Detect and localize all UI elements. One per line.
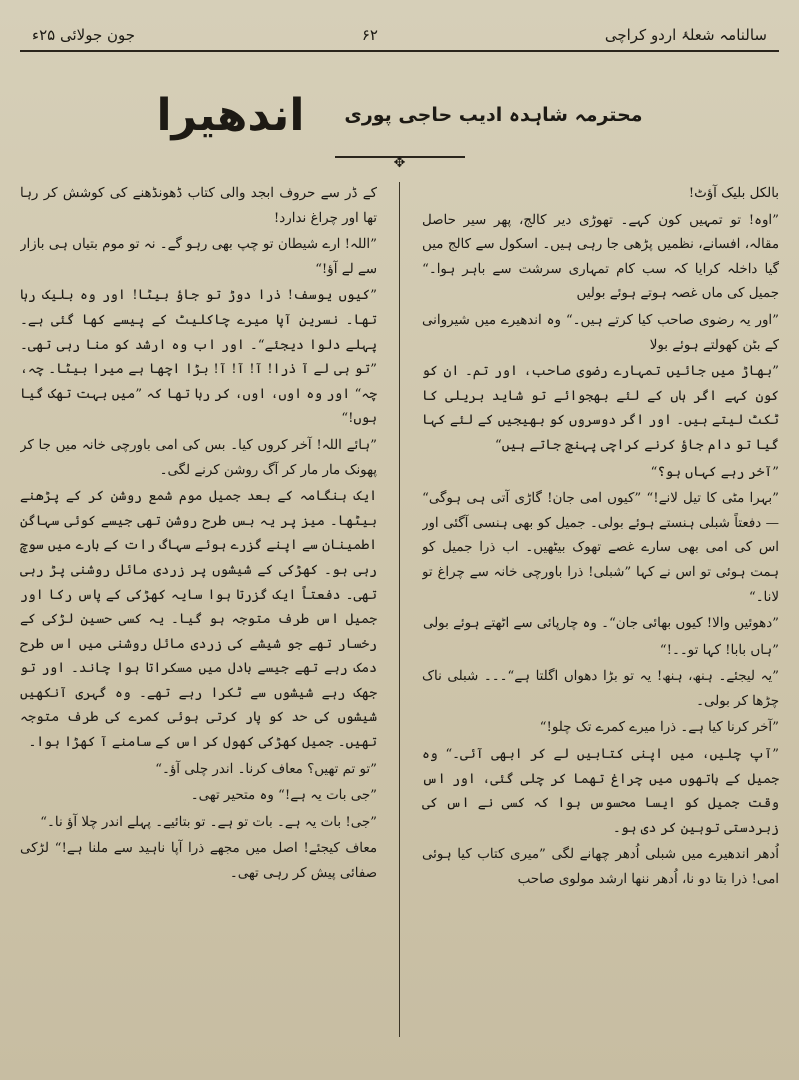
paragraph: ”آخر کرنا کیا ہے۔ ذرا میرے کمرے تک چلو!“	[539, 720, 779, 736]
paragraph: ”اوہ! تو تمہیں کون کہے۔ تھوڑی دیر کالج، پھر سیر حاصل مقالہ، افسانے، نظمیں پڑھی جا رہی ہیں۔ اسکول سے کالج میں گیا داخلہ کرایا کہ سب کام تمہاری سرشت سے باہر ہوا۔“ جمیل کی ماں غصہ ہوتے ہوئے بولیں	[422, 212, 779, 302]
story-title: اندھیرا	[156, 89, 305, 141]
paragraph: معاف کیجئے! اصل میں مجھے ذرا آپا ناہید سے ملنا ہے!“ لڑکی صفائی پیش کر رہی تھی۔	[20, 841, 377, 882]
story-heading	[20, 80, 779, 150]
paragraph: ”بھاڑ میں جائیں تمہارے رضوی صاحب، اور تم۔ ان کو کون کہے اگر ہاں کے لئے بھجوائے تو شاید بریلی کا ٹکٹ لیتے ہیں۔ اور اگر دوسروں کو بھیجیں کے لئے کہا گیا تو دام جاؤ کرنے کراچی پہنچ جاتے ہیں“	[422, 364, 779, 453]
paragraph: ”جی بات یہ ہے!“ وہ متحیر تھی۔	[190, 788, 377, 804]
right-column	[422, 182, 779, 1037]
paragraph: ”اللہ! ارے شیطان تو چپ بھی رہو گے۔ نہ تو موم بتیاں ہی بازار سے لے آؤ!“	[20, 237, 377, 277]
paragraph: ”تو تم تھیں؟ معاف کرنا۔ اندر چلی آؤ۔“	[155, 761, 377, 777]
story-author: محترمہ شاہدہ ادیب حاجی پوری	[344, 104, 643, 126]
page-number: ۶۲	[361, 26, 378, 44]
issue-date: جون جولائی ۲۵ء	[32, 26, 136, 44]
column-divider	[399, 182, 400, 1037]
paragraph: ”ہاں بابا! کہا تو۔۔!“	[659, 642, 779, 658]
running-header	[20, 18, 779, 52]
paragraph: بالکل بلیک آؤٹ!	[688, 186, 779, 201]
paragraph: ”ہائے اللہ! آخر کروں کیا۔ بس کی امی باورچی خانہ میں جا کر پھونک مار مار کر آگ روشن کرنے لگی۔	[20, 437, 377, 478]
paragraph: ایک ہنگامہ کے بعد جمیل موم شمع روشن کر کے پڑھنے بیٹھا۔ میز پر یہ بس طرح روشن تھی جیسے کوئی سہاگن اطمینان سے اپنے گزرے ہوئے سہاگ رات کے بارے میں سوچ رہی ہو۔ کھڑکی کے شیشوں پر زردی مائل روشنی پڑ رہی تھی۔ دفعتاً ایک گزرتا ہوا سایہ کھڑکی کے پاس رکا اور جمیل اس طرف متوجہ ہو گیا۔ یہ کسی حسین لڑکی کے رخسار تھے جو شیشے کی زردی مائل روشنی میں اس طرح دمک رہے تھے جیسے بادل میں مسکراتا ہوا چاند۔ اور تو جھک رہے شیشوں سے ٹکرا رہے تھے۔ وہ گہری آنکھیں شیشوں کی حد کو پار کرتی ہوئی کمرے کی طرف متوجہ تھیں۔ جمیل کھڑکی کھول کر اس کے سامنے آ کھڑا ہوا۔	[20, 489, 377, 751]
paragraph: ”بہرا مٹی کا تیل لانے!“ ”کیوں امی جان! گاڑی آتی ہی ہوگی“ — دفعتاً شبلی ہنستے ہوئے بولی۔ جمیل کو بھی ہنسی آگئی اور اس کی امی بھی سارے غصے تھوک بیٹھیں۔ اب ذرا جمیل کو ہمت ہوئی تو اس نے کہا ”شبلی! ذرا باورچی خانہ سے چراغ تو لانا۔“	[422, 491, 779, 605]
ornament-glyph: ✥	[393, 155, 406, 171]
paragraph: ”اور یہ رضوی صاحب کیا کرتے ہیں۔“ وہ اندھیرے میں شیروانی کے بٹن کھولتے ہوئے بولا	[422, 312, 779, 353]
paragraph: ”آخر رہے کہاں ہو؟“	[650, 464, 779, 480]
paragraph: ”جی! بات یہ ہے۔ بات تو ہے۔ تو بتائیے۔ پہلے اندر چلا آؤ نا۔“	[40, 814, 377, 830]
paragraph: کے ڈر سے حروف ابجد والی کتاب ڈھونڈھنے کی کوشش کر رہا تھا اور چراغ ندارد!	[20, 186, 377, 226]
left-column	[20, 182, 377, 1037]
title-ornament	[335, 155, 465, 171]
text-columns	[20, 182, 779, 1037]
paragraph: ”آپ چلیں، میں اپنی کتابیں لے کر ابھی آئی۔“ وہ جمیل کے ہاتھوں میں چراغ تھما کر چلی گئی، اور اس وقت جمیل کو ایسا محسوس ہوا کہ کسی نے اس کی زبردستی توہین کر دی ہو۔	[422, 747, 779, 836]
paragraph: ”یہ لیجئے۔ ہنھ، ہنھ! یہ تو بڑا دھواں اگلتا ہے“۔۔۔ شبلی ناک چڑھا کر بولی۔	[422, 669, 779, 709]
magazine-name: سالنامہ شعلۂ اردو کراچی	[604, 26, 767, 44]
paragraph: اُدھر اندھیرے میں شبلی اُدھر چھانے لگی ”میری کتاب کیا ہوئی امی! ذرا بتا دو نا، اُدھر ننھا ارشد مولوی صاحب	[422, 847, 779, 888]
paragraph: ”دھوئیں والا! کیوں بھائی جان“۔ وہ چارپائی سے اٹھتے ہوئے بولی	[422, 616, 779, 632]
paragraph: ”کیوں یوسف! ذرا دوڑ تو جاؤ بیٹا! اور وہ بلیک رہا تھا۔ نسرین آپا میرے چاکلیٹ کے پیسے کھا گئی ہے۔ پہلے دلوا دیجئے“۔ اور اب وہ ارشد کو منا رہی تھی۔ ”تو ہی لے آ ذرا! آ! آ! آ! بڑا اچھا ہے میرا بیٹا۔ چہ، چہ“ اور وہ اوں، اوں، کر رہا تھا کہ ”میں بہت تھک گیا ہوں!“	[20, 288, 377, 427]
